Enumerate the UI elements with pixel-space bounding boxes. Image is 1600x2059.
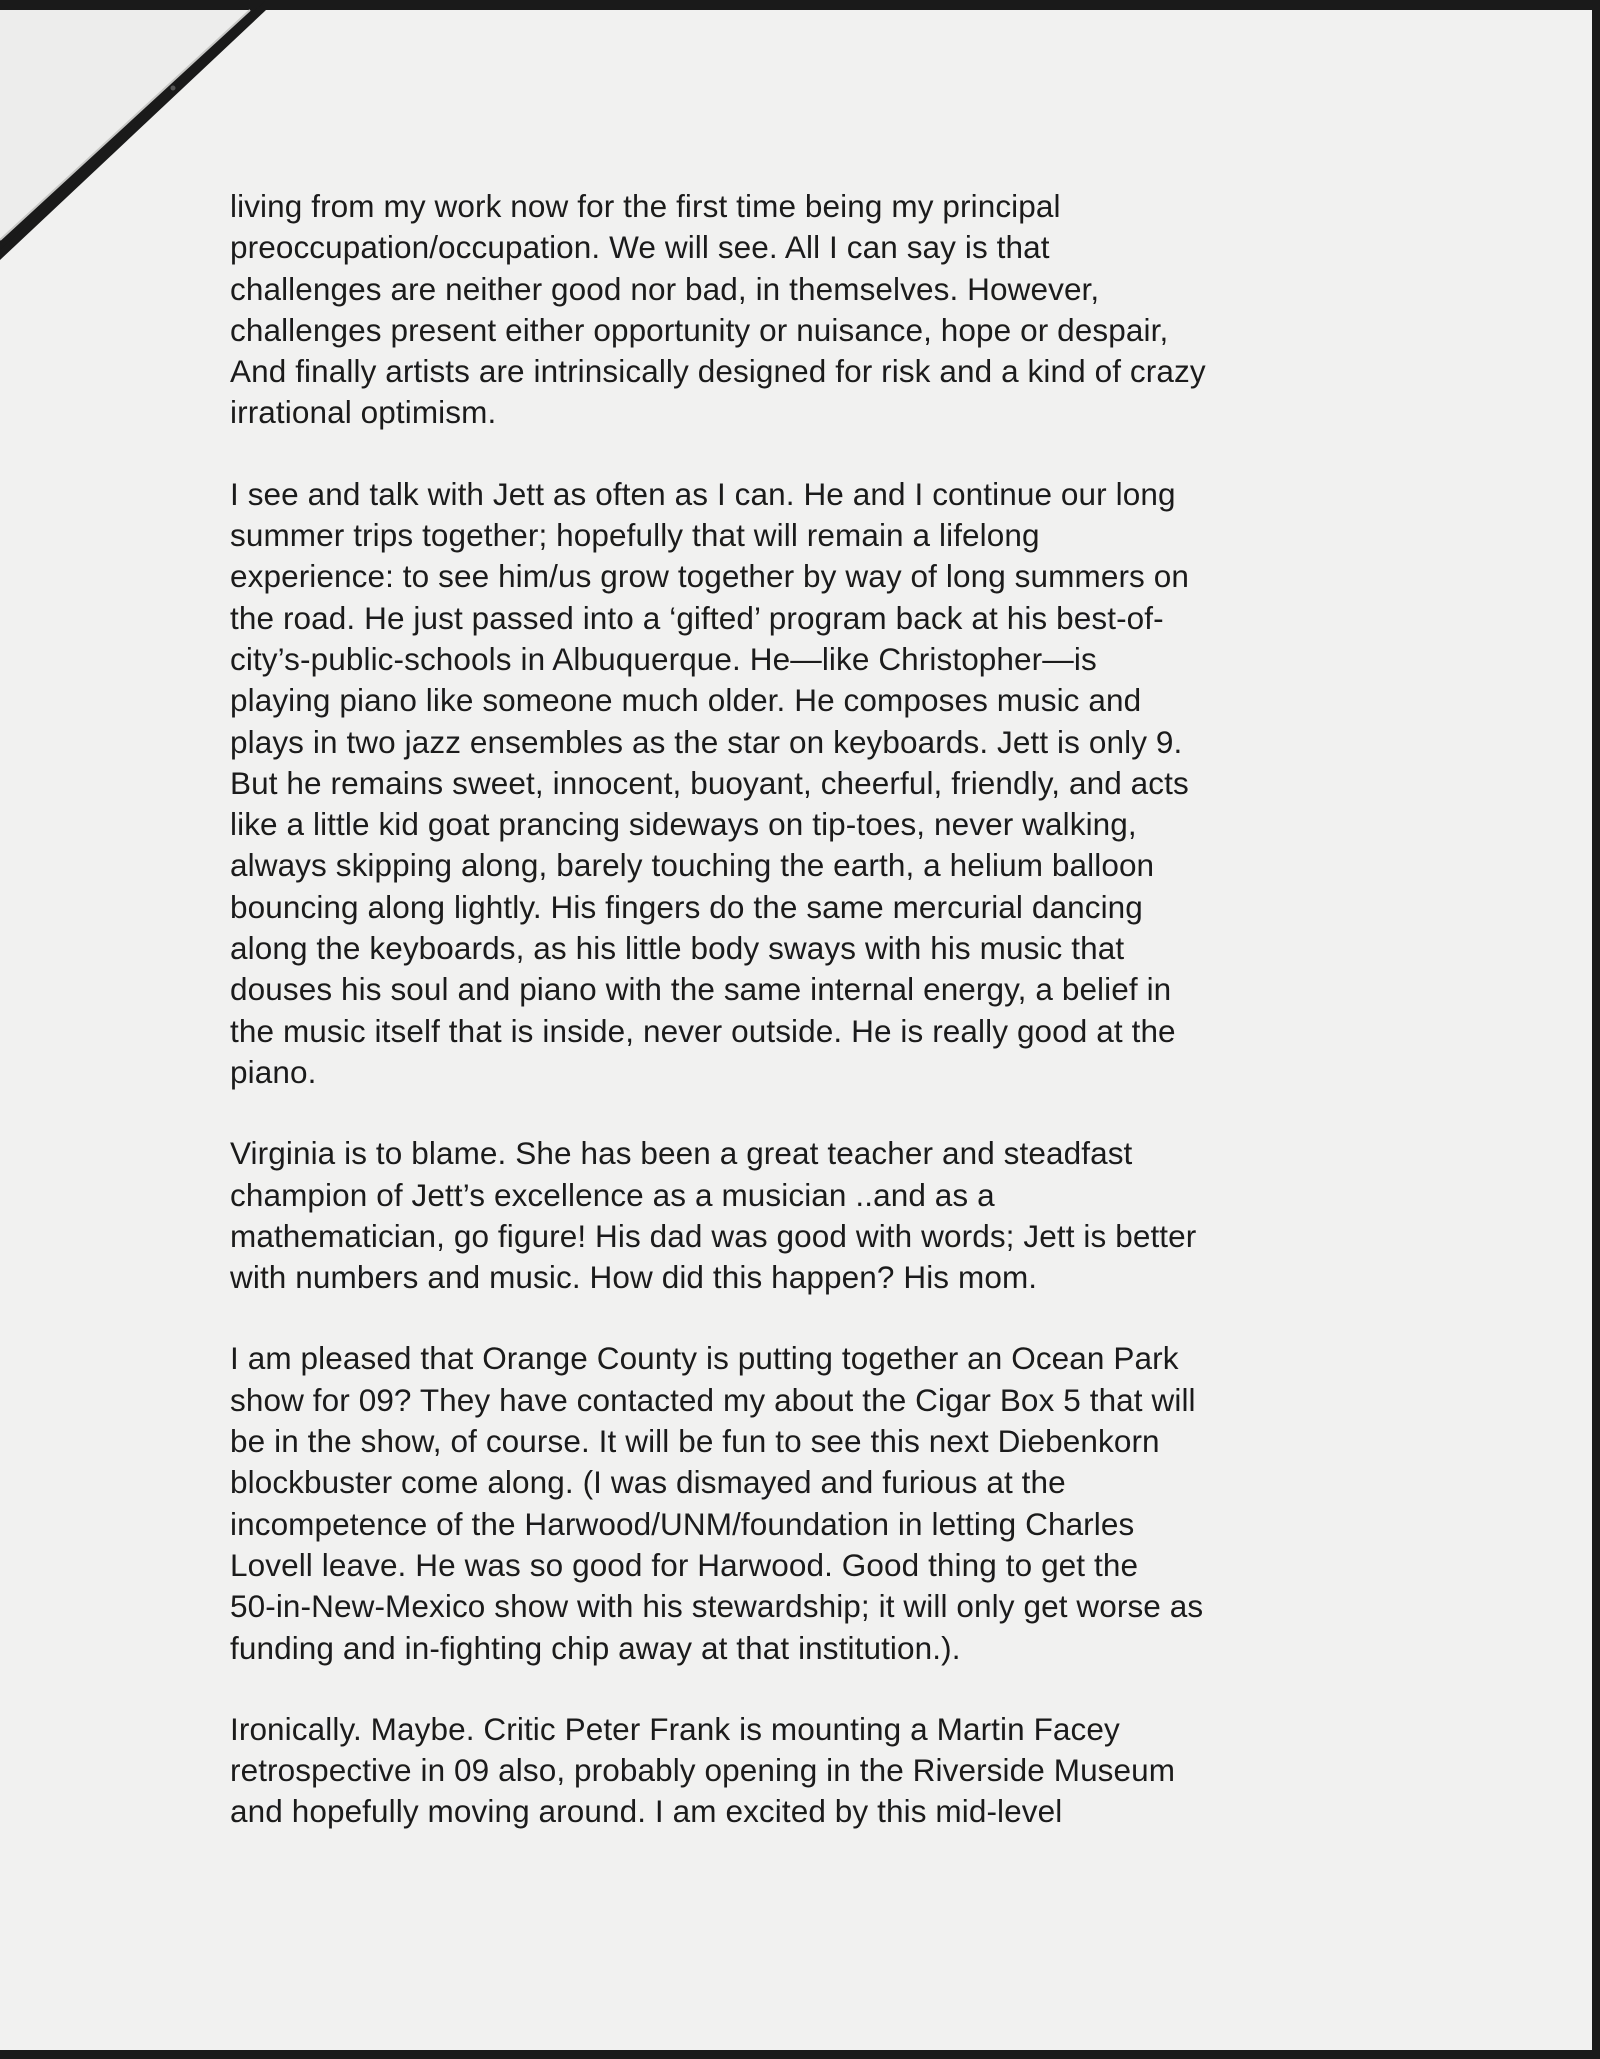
- paragraph-2: [230, 474, 1380, 1093]
- text-line: Lovell leave. He was so good for Harwood. Good thing to get the: [230, 1546, 1139, 1583]
- text-line: playing piano like someone much older. He composes music and: [230, 682, 1142, 719]
- text-line: bouncing along lightly. His fingers do the same mercurial dancing: [230, 888, 1143, 925]
- text-line: challenges are neither good nor bad, in themselves. However,: [230, 270, 1100, 307]
- text-line: experience: to see him/us grow together by way of long summers on: [230, 558, 1189, 595]
- paragraph-3: [230, 1133, 1380, 1298]
- text-line: show for 09? They have contacted my about the Cigar Box 5 that will: [230, 1381, 1196, 1418]
- text-line: But he remains sweet, innocent, buoyant, cheerful, friendly, and acts: [230, 764, 1189, 801]
- text-line: piano.: [230, 1053, 317, 1090]
- text-line: like a little kid goat prancing sideways on tip-toes, never walking,: [230, 806, 1137, 843]
- text-line: irrational optimism.: [230, 394, 497, 431]
- text-line: blockbuster come along. (I was dismayed and furious at the: [230, 1464, 1066, 1501]
- text-line: champion of Jett’s excellence as a musician ..and as a: [230, 1176, 995, 1213]
- text-line: I am pleased that Orange County is putting together an Ocean Park: [230, 1340, 1179, 1377]
- text-line: plays in two jazz ensembles as the star on keyboards. Jett is only 9.: [230, 723, 1183, 760]
- text-line: be in the show, of course. It will be fun to see this next Diebenkorn: [230, 1423, 1160, 1460]
- text-line: the music itself that is inside, never outside. He is really good at the: [230, 1012, 1176, 1049]
- text-line: funding and in-fighting chip away at that institution.).: [230, 1629, 961, 1666]
- text-line: mathematician, go figure! His dad was good with words; Jett is better: [230, 1217, 1197, 1254]
- text-line: 50-in-New-Mexico show with his stewardship; it will only get worse as: [230, 1588, 1204, 1625]
- text-line: preoccupation/occupation. We will see. All I can say is that: [230, 229, 1050, 266]
- text-line: And finally artists are intrinsically designed for risk and a kind of crazy: [230, 353, 1206, 390]
- text-line: along the keyboards, as his little body sways with his music that: [230, 930, 1125, 967]
- text-line: challenges present either opportunity or nuisance, hope or despair,: [230, 311, 1169, 348]
- text-line: douses his soul and piano with the same internal energy, a belief in: [230, 971, 1172, 1008]
- text-line: with numbers and music. How did this happen? His mom.: [230, 1259, 1038, 1296]
- text-line: city’s-public-schools in Albuquerque. He—like Christopher—is: [230, 640, 1097, 677]
- text-line: always skipping along, barely touching the earth, a helium balloon: [230, 847, 1155, 884]
- paragraph-4: [230, 1338, 1380, 1668]
- text-line: Ironically. Maybe. Critic Peter Frank is mounting a Martin Facey: [230, 1710, 1120, 1747]
- text-line: Virginia is to blame. She has been a great teacher and steadfast: [230, 1135, 1133, 1172]
- text-line: the road. He just passed into a ‘gifted’ program back at his best-of-: [230, 599, 1164, 636]
- text-line: I see and talk with Jett as often as I can. He and I continue our long: [230, 475, 1176, 512]
- text-line: retrospective in 09 also, probably opening in the Riverside Museum: [230, 1752, 1176, 1789]
- text-line: summer trips together; hopefully that will remain a lifelong: [230, 517, 1040, 554]
- letter-body: [230, 186, 1380, 1873]
- paragraph-1: [230, 186, 1380, 434]
- paragraph-5: [230, 1709, 1380, 1833]
- text-line: incompetence of the Harwood/UNM/foundation in letting Charles: [230, 1505, 1135, 1542]
- text-line: and hopefully moving around. I am excited by this mid-level: [230, 1793, 1063, 1830]
- text-line: living from my work now for the first time being my principal: [230, 188, 1061, 224]
